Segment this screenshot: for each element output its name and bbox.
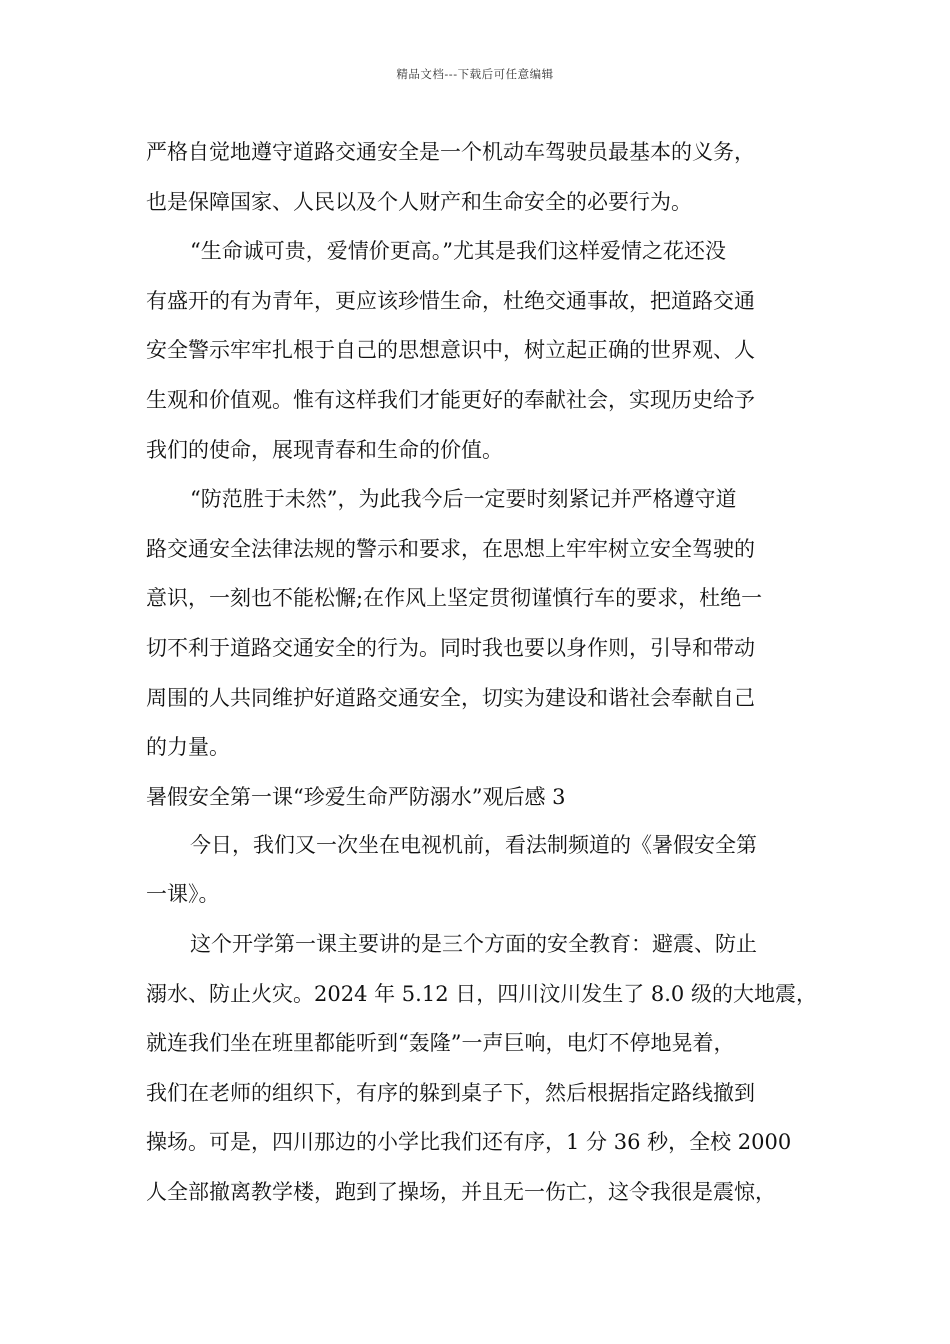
text-line: 生观和价值观。惟有这样我们才能更好的奉献社会，实现历史给予 xyxy=(146,387,755,412)
text-line: 就连我们坐在班里都能听到“轰隆”一声巨响，电灯不停地晃着， xyxy=(146,1031,735,1056)
text-line: 今日，我们又一次坐在电视机前，看法制频道的《暑假安全第 xyxy=(190,832,757,857)
text-line: 操场。可是，四川那边的小学比我们还有序，1 分 36 秒，全校 2000 xyxy=(146,1130,792,1155)
text-line: 溺水、防止火灾。2024 年 5.12 日，四川汶川发生了 8.0 级的大地震， xyxy=(146,981,817,1006)
text-line: “防范胜于未然”，为此我今后一定要时刻紧记并严格遵守道 xyxy=(190,487,737,512)
text-line: 有盛开的有为青年，更应该珍惜生命，杜绝交通事故，把道路交通 xyxy=(146,288,755,313)
text-line: 我们在老师的组织下，有序的躲到桌子下，然后根据指定路线撤到 xyxy=(146,1080,755,1105)
text-line: 意识，一刻也不能松懈;在作风上坚定贯彻谨慎行车的要求，杜绝一 xyxy=(146,586,763,611)
text-line: 切不利于道路交通安全的行为。同时我也要以身作则，引导和带动 xyxy=(146,635,755,660)
text-line: 周围的人共同维护好道路交通安全，切实为建设和谐社会奉献自己 xyxy=(146,685,755,710)
text-line: 人全部撤离教学楼，跑到了操场，并且无一伤亡，这令我很是震惊， xyxy=(146,1179,776,1204)
text-line: 一课》。 xyxy=(146,882,220,907)
text-line: 路交通安全法律法规的警示和要求，在思想上牢牢树立安全驾驶的 xyxy=(146,536,755,561)
section-title: 暑假安全第一课“珍爱生命严防溺水”观后感 3 xyxy=(146,784,566,809)
text-line: 我们的使命，展现青春和生命的价值。 xyxy=(146,437,503,462)
text-line: 安全警示牢牢扎根于自己的思想意识中，树立起正确的世界观、人 xyxy=(146,338,755,363)
page-header: 精品文档---下载后可任意编辑 xyxy=(396,67,554,81)
text-line: 严格自觉地遵守道路交通安全是一个机动车驾驶员最基本的义务， xyxy=(146,140,755,164)
text-line: 也是保障国家、人民以及个人财产和生命安全的必要行为。 xyxy=(146,189,692,214)
document-body xyxy=(146,128,822,1217)
text-line: 这个开学第一课主要讲的是三个方面的安全教育：避震、防止 xyxy=(190,931,757,956)
text-line: 的力量。 xyxy=(146,735,230,760)
text-line: “生命诚可贵，爱情价更高。”尤其是我们这样爱情之花还没 xyxy=(190,239,726,264)
